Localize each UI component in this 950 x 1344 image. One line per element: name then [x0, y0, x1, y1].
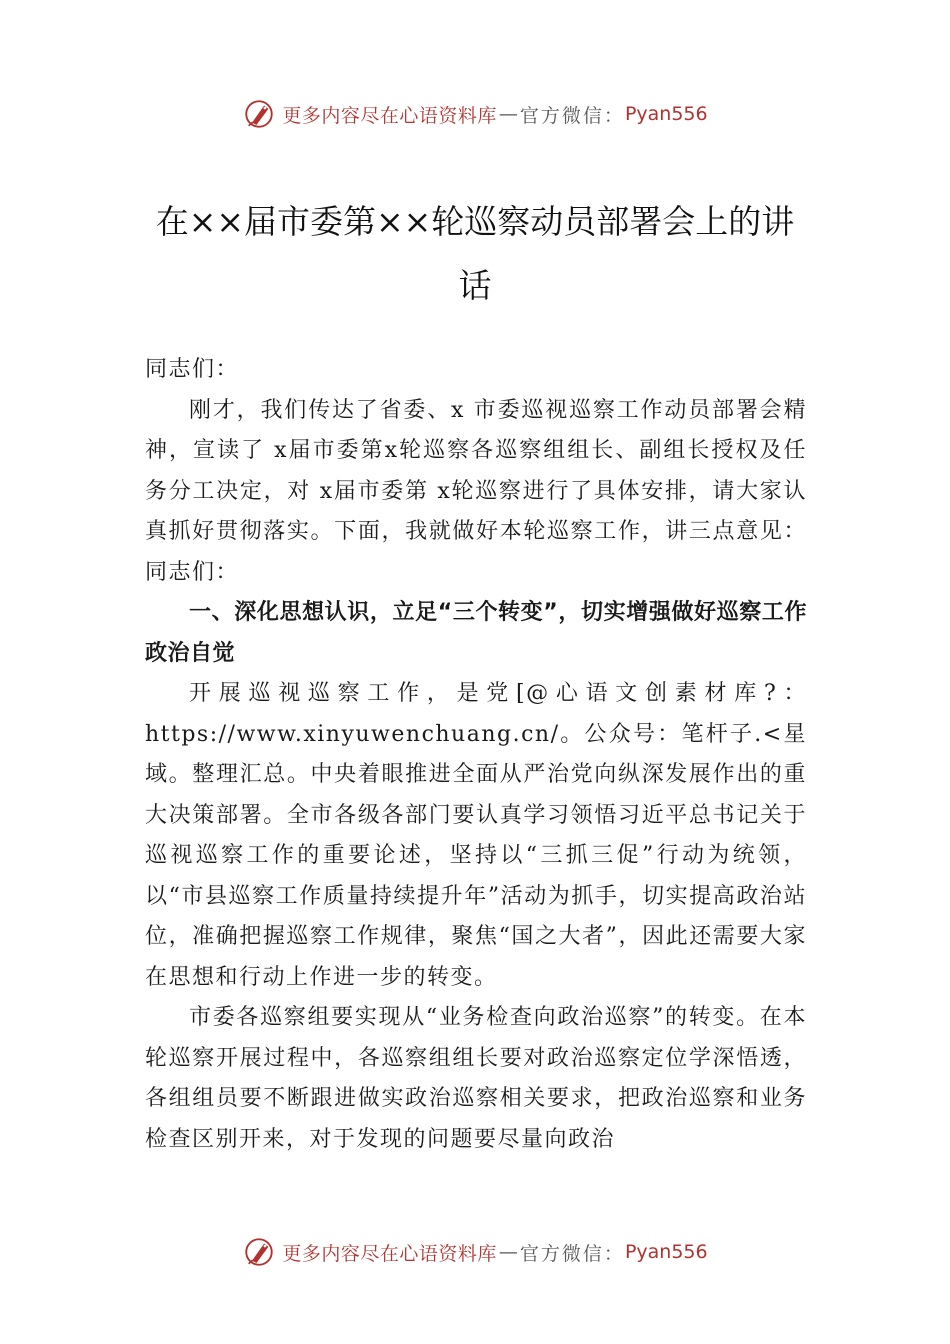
- banner-text: 更多内容尽在心语资料库: [282, 104, 497, 127]
- header-banner: [0, 92, 950, 136]
- footer-banner: [0, 1230, 950, 1274]
- body-paragraph: 刚才，我们传达了省委、x 市委巡视巡察工作动员部署会精神，宣读了 x届市委第x轮巡察各巡察组组长、副组长授权及任务分工决定，对 x届市委第 x轮巡察进行了具体安排，请大家认真抓好贯彻落实。下面，我就做好本轮巡察工作，讲三点意见：同志们：: [145, 397, 807, 585]
- document-title: 在××届市委第××轮巡察动员部署会上的讲话: [155, 202, 795, 305]
- document-body: [145, 350, 807, 1160]
- banner-separator: —: [498, 103, 518, 125]
- body-paragraph: 市委各巡察组要实现从“业务检查向政治巡察”的转变。在本轮巡察开展过程中，各巡察组组长要对政治巡察定位学深悟透，各组组员要不断跟进做实政治巡察相关要求，把政治巡察和业务检查区别开来，对于发现的问题要尽量向政治: [145, 1005, 807, 1152]
- salutation: 同志们：: [145, 357, 240, 382]
- banner-wechat-label: 官方微信：: [519, 1242, 625, 1265]
- banner-wechat-id: Pyan556: [624, 103, 708, 125]
- banner-separator: —: [498, 1241, 518, 1263]
- pen-nib-logo-icon: [242, 97, 276, 131]
- banner-wechat-id: Pyan556: [624, 1241, 708, 1263]
- body-paragraph: 开展巡视巡察工作，是党[@心语文创素材库?：https://www.xinyuwenchuang.cn/。公众号：笔杆子.<星域。整理汇总。中央着眼推进全面从严治党向纵深发展作出的重大决策部署。全市各级各部门要认真学习领悟习近平总书记关于巡视巡察工作的重要论述，坚持以“三抓三促”行动为统领，以“市县巡察工作质量持续提升年”活动为抓手，切实提高政治站位，准确把握巡察工作规律，聚焦“国之大者”，因此还需要大家在思想和行动上作进一步的转变。: [145, 681, 807, 990]
- banner-text: 更多内容尽在心语资料库: [282, 1242, 497, 1265]
- section-heading: 一、深化思想认识，立足“三个转变”，切实增强做好巡察工作政治自觉: [145, 600, 807, 666]
- pen-nib-logo-icon: [242, 1235, 276, 1269]
- banner-wechat-label: 官方微信：: [519, 104, 625, 127]
